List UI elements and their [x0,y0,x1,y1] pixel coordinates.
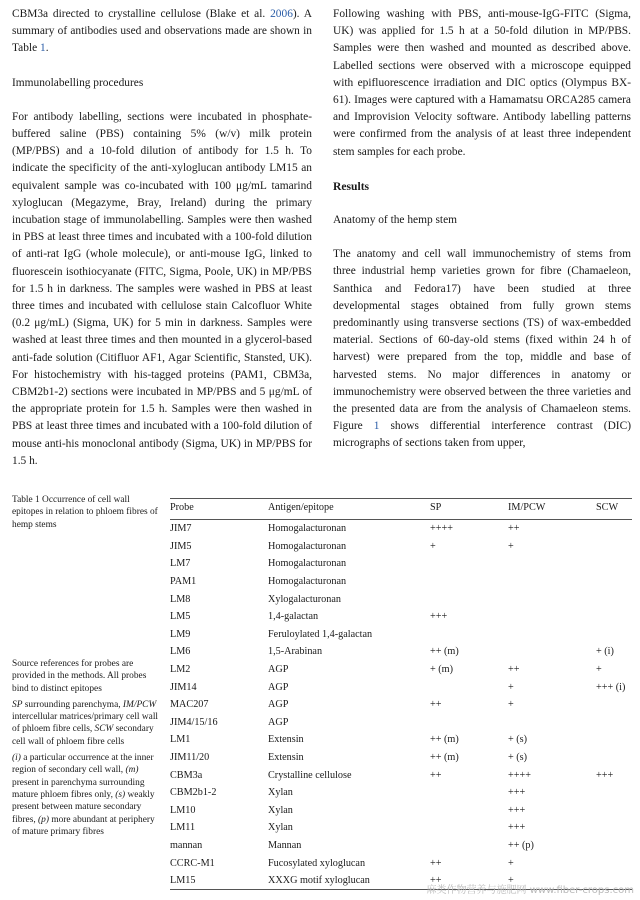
note-sources: Source references for probes are provided in the methods. All probes bind to distinct epitopes [12,659,147,694]
cell-scw [596,714,632,732]
cell-probe: LM9 [170,628,191,640]
table-row [170,714,632,732]
cell-scw: +++ (i) [596,681,626,693]
cell-sp: ++ (m) [430,752,459,764]
cell-sp [430,626,508,644]
citation-link-blake-2006[interactable]: 2006 [270,8,293,20]
cell-antigen: Xylan [268,822,293,834]
figure-1-link[interactable]: 1 [373,420,380,433]
cell-probe: MAC207 [170,699,209,711]
cell-im-pcw [508,573,596,591]
cell-probe: CCRC-M1 [170,857,215,869]
cell-antigen: AGP [268,664,289,676]
cell-probe: LM8 [170,593,191,605]
probe-table [170,498,632,890]
table-row [170,608,632,626]
cell-probe: JIM5 [170,540,192,552]
note-abbreviations: SP surrounding parenchyma, IM/PCW intercellular matrices/primary cell wall of phloem fibre cells, SCW secondary cell wall of phloem fibre cells [12,699,159,747]
table-row [170,678,632,696]
cell-antigen: Extensin [268,734,304,746]
cell-antigen: Homogalacturonan [268,558,347,570]
cell-scw [596,854,632,872]
cell-antigen: 1,5-Arabinan [268,646,323,658]
microscopy-paragraph: Following washing with PBS, anti-mouse-IgG-FITC (Sigma, UK) was applied for 1.5 h at a 50-fold dilution in MP/PBS. Samples were then washed and mounted as described above. Labelled sections were observed with a microscope equipped with epifluorescence irradiation and DIC optics (Olympus BX-61). Images were captured with a Hamamatsu ORCA285 camera and Improvision Velocity software. Antibody labelling patterns were confirmed from the analysis of at least three independent stem samples for each probe. [333,8,631,158]
cell-im-pcw: + [508,872,596,890]
header-scw: SCW [596,499,632,520]
cell-sp [430,714,508,732]
table-notes [12,658,164,842]
left-column [12,6,312,470]
cell-probe: mannan [170,839,203,851]
table-row [170,643,632,661]
cell-scw [596,819,632,837]
header-sp: SP [430,499,508,520]
cell-sp: ++ [430,857,442,869]
cell-probe: JIM7 [170,523,192,535]
table-header-row [170,499,632,520]
immunolabelling-heading: Immunolabelling procedures [12,76,144,89]
results-heading: Results [333,179,370,193]
cell-im-pcw [508,626,596,644]
cell-antigen: Fucosylated xyloglucan [268,857,366,869]
cell-im-pcw: ++++ [508,769,531,781]
table-row [170,538,632,556]
cell-probe: LM2 [170,664,191,676]
table-row [170,555,632,573]
header-antigen: Antigen/epitope [268,499,430,520]
cell-scw [596,731,632,749]
watermark: 麻类作物营养与施肥网 www.fiber-crops.com [426,885,634,896]
cell-antigen: Xylan [268,787,293,799]
cell-sp: ++++ [430,523,453,535]
header-probe: Probe [170,499,268,520]
cell-scw [596,520,632,538]
cell-antigen: XXXG motif xyloglucan [268,872,430,890]
cell-antigen: Homogalacturonan [268,523,347,535]
table-row [170,520,632,538]
cell-antigen: Homogalacturonan [268,540,347,552]
anatomy-subheading: Anatomy of the hemp stem [333,214,458,227]
cell-im-pcw [508,714,596,732]
cell-im-pcw: + (s) [508,752,528,764]
cell-scw: + (i) [596,646,614,658]
cell-sp [430,784,508,802]
table-row [170,854,632,872]
cell-antigen: Xylogalacturonan [268,593,341,605]
table-row [170,590,632,608]
cell-im-pcw: ++ [508,523,520,535]
table-row [170,837,632,855]
cell-probe: LM11 [170,822,196,834]
cell-scw [596,608,632,626]
cell-scw [596,538,632,556]
cell-sp [430,555,508,573]
cell-scw [596,837,632,855]
cell-antigen: Extensin [268,752,304,764]
cell-scw: + [596,664,602,676]
cell-probe: LM6 [170,646,191,658]
cell-antigen: Homogalacturonan [268,576,347,588]
cell-sp [430,590,508,608]
cell-im-pcw: + (s) [508,734,528,746]
cell-sp: + [430,540,436,552]
cell-scw [596,784,632,802]
cell-im-pcw: + [508,699,514,711]
cell-probe: LM7 [170,558,191,570]
cell-sp [430,573,508,591]
cell-probe: LM1 [170,734,191,746]
cell-sp [430,819,508,837]
cell-antigen: Feruloylated 1,4-galactan [268,628,373,640]
cell-im-pcw: +++ [508,787,526,799]
cell-probe: LM5 [170,611,191,623]
table-row [170,749,632,767]
table-1-link[interactable]: 1 [39,42,46,55]
table-row [170,766,632,784]
cell-im-pcw: + [508,540,514,552]
intro-paragraph: CBM3a directed to crystalline cellulose (Blake et al. 2006). A summary of antibodies used and observations made are shown in Table 1. [12,8,312,55]
cell-sp [430,837,508,855]
anatomy-paragraph: The anatomy and cell wall immunochemistry of stems from three industrial hemp varieties grown for fibre (Chamaeleon, Santhica and Fedora17) have been studied at three developmental stages obtained from fully grown stems predominantly using transverse sections (TS) of wax-embedded material. Sections of 60-day-old stems (fixed within 24 h of harvest) were prepared from the top, middle and base of harvested stems. No major differences in anatomy or immunochemistry were observed between the three varieties and the presented data are from the analysis of Chamaeleon stems. Figure 1 shows differential interference contrast (DIC) micrographs of sections taken from upper, [333,248,631,450]
cell-im-pcw: + [508,681,514,693]
immunolabelling-paragraph: For antibody labelling, sections were incubated in phosphate-buffered saline (PBS) containing 5% (w/v) milk protein (MP/PBS) and a 10-fold dilution of antibody for 1.5 h. To indicate the specificity of the anti-xyloglucan antibody LM15 an equivalent sample was co-incubated with 100 μg/mL tamarind xyloglucan (Megazyme, Bray, Ireland) during the primary incubation stage of immunolabelling. Samples were then washed in PBS at least three times and incubated with a 100-fold dilution of anti-rat IgG (whole molecule), or anti-mouse IgG, linked to fluorescein isothiocyanate (FITC, Sigma, Poole, UK) in MP/PBS for 1.5 h in darkness. The samples were washed in PBS at least three times and incubated with cellulose stain Calcofluor White (0.2 μg/mL) (Sigma, UK) for 5 min in darkness. Samples were washed at least three times and then mounted in a glycerol-based anti-fade solution (Citifluor AF1, Agar Scientific, Stansted, UK). For histochemistry with his-tagged proteins (PAM1, CBM3a, CBM2b1-2) sections were incubated in MP/PBS and 5 μg/mL of the appropriate protein for 1.5 h. Samples were then washed in PBS at least three times and incubated with a 100-fold dilution of mouse anti-his monoclonal antibody (Sigma, UK) in MP/PBS for 1.5 h. [12,110,312,467]
cell-scw [596,802,632,820]
table-caption: Table 1 Occurrence of cell wall epitopes in relation to phloem fibres of hemp stems [12,495,158,530]
cell-sp [430,678,508,696]
table-row [170,784,632,802]
cell-scw [596,696,632,714]
cell-sp: ++ [430,699,442,711]
table-row [170,819,632,837]
cell-sp: +++ [430,611,448,623]
right-column [333,6,631,453]
cell-antigen: Crystalline cellulose [268,769,352,781]
cell-antigen: AGP [268,699,289,711]
cell-antigen: Xylan [268,804,293,816]
cell-sp: ++ (m) [430,734,459,746]
cell-im-pcw [508,643,596,661]
cell-sp: ++ [430,872,508,890]
cell-antigen: 1,4-galactan [268,611,319,623]
cell-im-pcw: ++ (p) [508,839,534,851]
cell-probe: JIM4/15/16 [170,716,218,728]
cell-scw [596,573,632,591]
cell-scw [596,749,632,767]
cell-im-pcw: + [508,857,514,869]
cell-im-pcw: ++ [508,664,520,676]
cell-im-pcw [508,555,596,573]
cell-sp: ++ [430,769,442,781]
note-qualifiers: (i) a particular occurrence at the inner region of secondary cell wall, (m) present in parenchyma surrounding mature phloem fibres only, (s) weakly present between mature secondary fibres, (p) more abundant at periphery of mature primary fibres [12,753,155,837]
table-row [170,802,632,820]
cell-im-pcw [508,590,596,608]
cell-sp: ++ (m) [430,646,459,658]
cell-scw [596,590,632,608]
header-im-pcw: IM/PCW [508,499,596,520]
cell-probe: PAM1 [170,576,197,588]
table-row [170,573,632,591]
cell-im-pcw [508,608,596,626]
cell-sp [430,802,508,820]
table-row [170,661,632,679]
cell-probe: JIM11/20 [170,752,210,764]
cell-scw [596,555,632,573]
cell-probe: JIM14 [170,681,197,693]
cell-antigen: Mannan [268,839,302,851]
cell-scw: +++ [596,769,614,781]
cell-antigen: AGP [268,681,289,693]
cell-im-pcw: +++ [508,804,526,816]
cell-scw [596,626,632,644]
cell-im-pcw: +++ [508,822,526,834]
table-row [170,696,632,714]
table-row [170,626,632,644]
table-row [170,731,632,749]
cell-probe: CBM3a [170,769,203,781]
cell-probe: CBM2b1-2 [170,787,217,799]
cell-probe: LM15 [170,872,268,890]
cell-antigen: AGP [268,716,289,728]
cell-probe: LM10 [170,804,196,816]
cell-sp: + (m) [430,664,454,676]
